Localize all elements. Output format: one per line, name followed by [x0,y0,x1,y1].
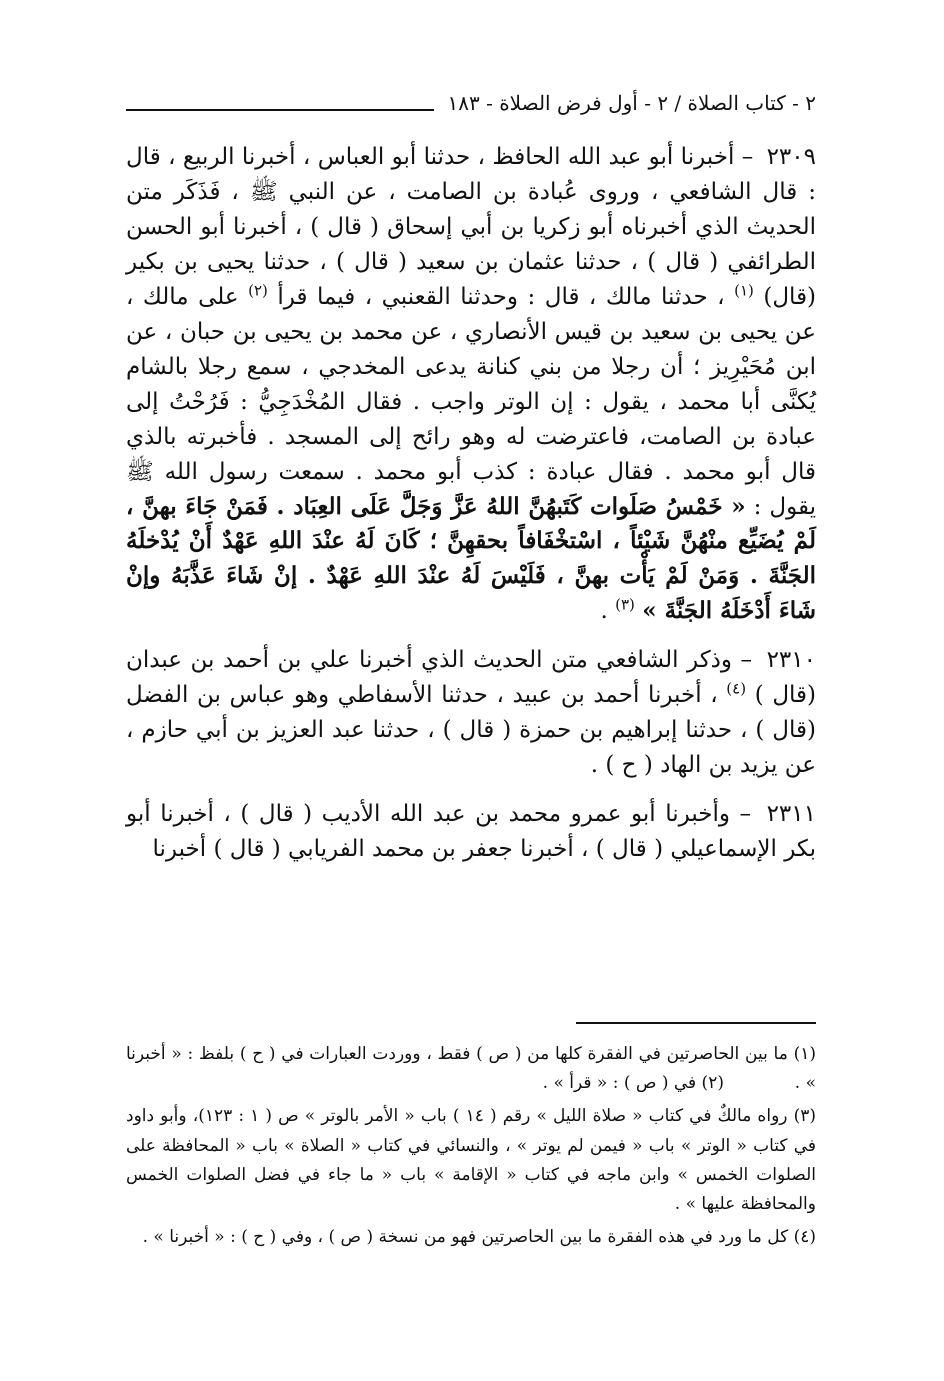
footnote-3 [126,1102,816,1219]
paragraph-text: على مالك ، عن يحيى بن سعيد بن قيس الأنصاري ، عن محمد بن يحيى بن حبان ، عن ابن مُحَيْرِيز ؛ أن رجلا من بني كنانة يدعى المخدجي ، سمع رجلا بالشام يُكنَّى أبا محمد ، يقول : إن الوتر واجب . فقال المُخْدَجِيُّ : فَرُحْتُ إلى عبادة بن الصامت، فاعترضت له وهو رائح إلى المسجد . فأخبرته بالذي قال أبو محمد . فقال عبادة : كذب أبو محمد . سمعت رسول الله ﷺ يقول : [126,283,816,520]
hadith-quote: « خَمْسُ صَلَوات كَتَبهُنَّ اللهُ عَزَّ وَجَلَّ عَلَى العِبَاد . فَمَنْ جَاءَ بهنَّ ، لَمْ يُضَيِّع منْهُنَّ شَيْئاً ، اسْتخْفَافاً بحقهِنَّ ؛ كَانَ لَهُ عنْدَ اللهِ عَهْدٌ أَنْ يُدْخلَهُ الجَنَّةَ . وَمَنْ لَمْ يَأْت بهنَّ ، فَلَيْسَ لَهُ عنْدَ اللهِ عَهْدٌ . إنْ شَاءَ عَذَّبَهُ وإنْ شَاءَ أَدْخَلَهُ الجَنَّةَ » [126,492,816,625]
footnote-ref-1[interactable]: (١) [734,281,754,300]
running-title: ٢ - كتاب الصلاة / ٢ - أول فرض الصلاة - ١٨٣ [447,91,816,115]
main-text [126,140,816,881]
footnote-text: (٢) في ( ص ) : « قرأ » . [542,1073,724,1094]
paragraph-number: ٢٣١٠ [766,647,816,674]
paragraph-text: ، أخبرنا أحمد بن عبيد ، حدثنا الأسفاطي وهو عباس بن الفضل (قال ) ، حدثنا إبراهيم بن حمزة ( قال ) ، حدثنا عبد العزيز بن أبي حازم ، عن يزيد بن الهاد ( ح ) . [126,682,816,779]
footnote-separator [576,1022,816,1024]
footnote-ref-2[interactable]: (٢) [248,281,268,300]
paragraph-text: – وذكر الشافعي متن الحديث الذي أخبرنا علي بن أحمد بن عبدان (قال ) [126,647,817,709]
paragraph-2309 [126,140,816,629]
footnote-text: (٤) كل ما ورد في هذه الفقرة ما بين الحاصرتين فهو من نسخة ( ص ) ، وفي ( ح ) : « أخبرنا » . [142,1227,816,1248]
paragraph-text: – أخبرنا أبو عبد الله الحافظ ، حدثنا أبو العباس ، أخبرنا الربيع ، قال : قال الشافعي ، وروى عُبادة بن الصامت ، عن النبي ﷺ ، فَذَكَر متن الحديث الذي أخبرناه أبو زكريا بن أبي إسحاق ( قال ) ، أخبرنا أبو الحسن الطرائفي ( قال ) ، حدثنا عثمان بن سعيد ( قال ) ، حدثنا يحيى بن بكير (قال) [126,144,817,310]
footnote-ref-3[interactable]: (٣) [615,595,635,614]
paragraph-end: . [600,598,608,625]
paragraph-2311 [126,797,816,867]
paragraph-number: ٢٣٠٩ [766,144,816,170]
running-head [126,86,816,120]
paragraph-2310 [126,643,816,783]
paragraph-text: – وأخبرنا أبو عمرو محمد بن عبد الله الأديب ( قال ) ، أخبرنا أبو بكر الإسماعيلي ( قال ) ، أخبرنا جعفر بن محمد الفريابي ( قال ) أخبرنا [126,801,816,863]
footnote-4 [126,1223,816,1252]
footnote-1-2 [126,1040,816,1098]
header-rule [126,109,434,111]
footnotes [126,1040,816,1257]
footnote-text: (٣) رواه مالكٌ في كتاب « صلاة الليل » رقم ( ١٤ ) باب « الأمر بالوتر » ص ( ١ : ١٢٣)، وأبو داود في كتاب « الوتر » باب « فيمن لم يوتر » ، والنسائي في كتاب « الصلاة » باب « المحافظة على الصلوات الخمس » وابن ماجه في كتاب « الإقامة » باب « ما جاء في فضل الصلوات الخمس والمحافظة عليها » . [126,1106,816,1215]
footnote-ref-4[interactable]: (٤) [726,679,747,698]
paragraph-text: ، حدثنا مالك ، قال : وحدثنا القعنبي ، فيما قرأ [277,283,725,310]
paragraph-number: ٢٣١١ [766,801,816,828]
footnote-text: (١) ما بين الحاصرتين في الفقرة كلها من ( ص ) فقط ، ووردت العبارات في ( ح ) بلفظ : « أخبرنا » . [126,1044,816,1094]
